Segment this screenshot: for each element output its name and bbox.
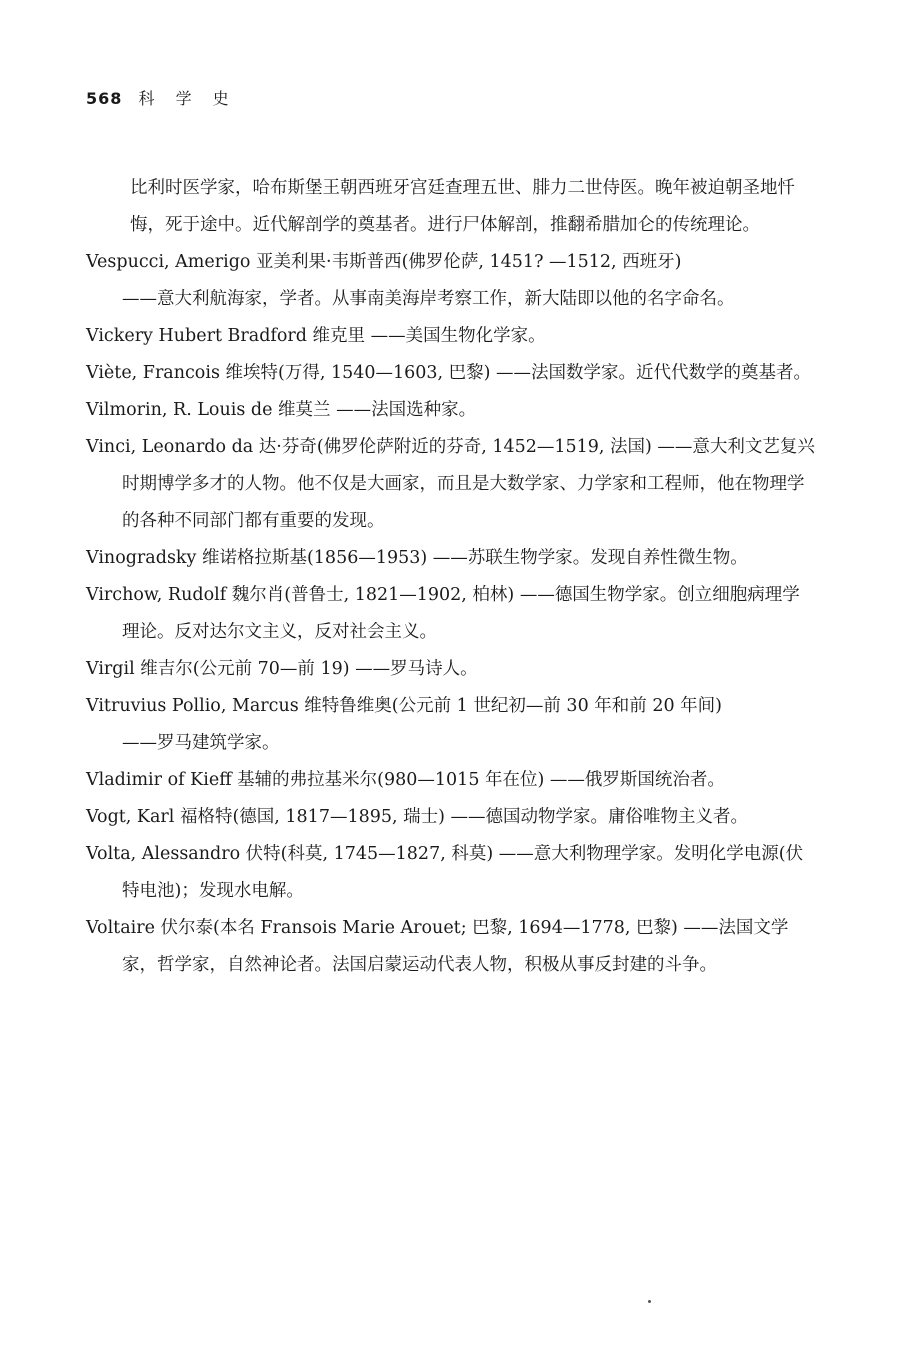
paper-speck (648, 1300, 651, 1303)
entry-heading: Vickery Hubert Bradford 维克里 (86, 326, 366, 346)
entry-description: ——德国动物学家。庸俗唯物主义者。 (450, 807, 749, 827)
entry-heading: Vinogradsky 维诺格拉斯基(1856—1953) (86, 548, 428, 568)
entry-description: ——罗马诗人。 (355, 659, 478, 679)
entry-viete (86, 355, 816, 392)
entry-description: ——法国选种家。 (336, 400, 477, 420)
entry-heading: Volta, Alessandro 伏特(科莫, 1745—1827, 科莫) (86, 844, 494, 864)
entry-heading: Vespucci, Amerigo 亚美利果·韦斯普西(佛罗伦萨, 1451? —1512, 西班牙) (86, 252, 682, 272)
continued-entry-text: 比利时医学家，哈布斯堡王朝西班牙宫廷查理五世、腓力二世侍医。晚年被迫朝圣地忏悔，死于途中。近代解剖学的奠基者。进行尸体解剖，推翻希腊加仑的传统理论。 (130, 178, 795, 235)
entry-vinogradsky (86, 540, 816, 577)
running-head (86, 86, 237, 109)
entry-vogt (86, 799, 816, 836)
entry-vickery (86, 318, 816, 355)
entry-heading: Vitruvius Pollio, Marcus 维特鲁维奥(公元前 1 世纪初—前 30 年和前 20 年间) (86, 696, 722, 716)
entry-list (86, 170, 816, 984)
entry-description: ——罗马建筑学家。 (122, 733, 280, 753)
entry-virchow (86, 577, 816, 651)
entry-virgil (86, 651, 816, 688)
page-number: 568 (86, 89, 123, 108)
entry-heading: Vogt, Karl 福格特(德国, 1817—1895, 瑞士) (86, 807, 445, 827)
entry-heading: Virgil 维吉尔(公元前 70—前 19) (86, 659, 350, 679)
entry-description: ——苏联生物学家。发现自养性微生物。 (432, 548, 748, 568)
entry-description: ——意大利物理学家。发明化学电源(伏特电池)；发现水电解。 (122, 844, 804, 901)
entry-description: ——意大利文艺复兴时期博学多才的人物。他不仅是大画家，而且是大数学家、力学家和工程师，他在物理学的各种不同部门都有重要的发现。 (122, 437, 815, 531)
entry-vilmorin (86, 392, 816, 429)
entry-vespucci (86, 244, 816, 318)
entry-description: ——意大利航海家，学者。从事南美海岸考察工作，新大陆即以他的名字命名。 (122, 289, 735, 309)
entry-heading: Vinci, Leonardo da 达·芬奇(佛罗伦萨附近的芬奇, 1452—1519, 法国) (86, 437, 652, 457)
entry-heading: Virchow, Rudolf 魏尔肖(普鲁士, 1821—1902, 柏林) (86, 585, 515, 605)
entry-description: ——俄罗斯国统治者。 (549, 770, 725, 790)
entry-vladimir (86, 762, 816, 799)
entry-vitruvius (86, 688, 816, 762)
book-title: 科 学 史 (138, 89, 237, 108)
entry-heading: Voltaire 伏尔泰(本名 Fransois Marie Arouet; 巴黎, 1694—1778, 巴黎) (86, 918, 678, 938)
entry-description: ——法国文学家，哲学家，自然神论者。法国启蒙运动代表人物，积极从事反封建的斗争。 (122, 918, 789, 975)
entry-description: ——法国数学家。近代代数学的奠基者。 (496, 363, 812, 383)
entry-voltaire (86, 910, 816, 984)
entry-heading: Vilmorin, R. Louis de 维莫兰 (86, 400, 331, 420)
entry-heading: Vladimir of Kieff 基辅的弗拉基米尔(980—1015 年在位) (86, 770, 545, 790)
entry-description: ——德国生物学家。创立细胞病理学理论。反对达尔文主义，反对社会主义。 (122, 585, 800, 642)
entry-volta (86, 836, 816, 910)
entry-description: ——美国生物化学家。 (370, 326, 546, 346)
entry-heading: Viète, Francois 维埃特(万得, 1540—1603, 巴黎) (86, 363, 491, 383)
entry-vinci (86, 429, 816, 540)
